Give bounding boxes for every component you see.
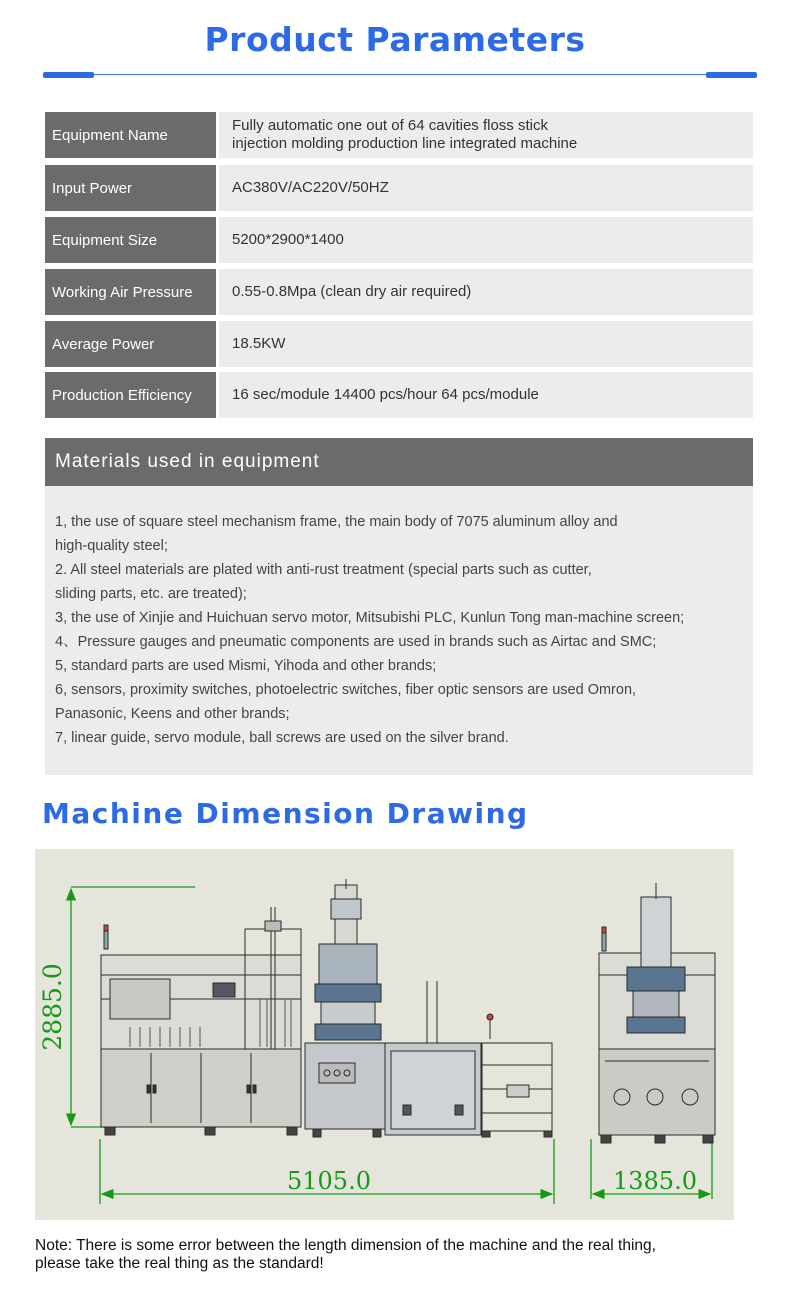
materials-line: high-quality steel; <box>55 538 168 554</box>
param-label: Equipment Size <box>45 217 216 263</box>
param-row-input-power <box>45 165 753 211</box>
title-accent-right <box>706 72 757 78</box>
param-value-line: 18.5KW <box>232 335 286 352</box>
param-value <box>219 217 753 263</box>
machine-side-view <box>599 883 715 1143</box>
param-row-equipment-size <box>45 217 753 263</box>
note-line: Note: There is some error between the length dimension of the machine and the real thing, <box>35 1237 656 1254</box>
materials-line: 4、Pressure gauges and pneumatic components are used in brands such as Airtac and SMC; <box>55 634 657 650</box>
materials-line: sliding parts, etc. are treated); <box>55 586 247 602</box>
note-line: please take the real thing as the standard! <box>35 1255 324 1272</box>
machine-front-view <box>101 879 552 1137</box>
materials-line: 5, standard parts are used Mismi, Yihoda and other brands; <box>55 658 437 674</box>
param-value-line: 5200*2900*1400 <box>232 231 344 248</box>
page-title: Product Parameters <box>204 20 586 59</box>
param-value-line: 0.55-0.8Mpa (clean dry air required) <box>232 283 472 300</box>
param-row-working-air-pressure <box>45 269 753 315</box>
drawing-title: Machine Dimension Drawing <box>42 797 529 830</box>
param-label: Input Power <box>45 165 216 211</box>
param-row-production-efficiency <box>45 372 753 418</box>
param-value <box>219 321 753 367</box>
param-value <box>219 165 753 211</box>
note <box>35 1237 656 1273</box>
materials-list <box>45 486 753 775</box>
param-label: Equipment Name <box>45 112 216 158</box>
param-value-line: 16 sec/module 14400 pcs/hour 64 pcs/module <box>232 386 539 403</box>
machine-drawing-svg <box>35 849 734 1220</box>
param-value <box>219 372 753 418</box>
param-value-line: injection molding production line integrated machine <box>232 135 578 152</box>
param-label: Production Efficiency <box>45 372 216 418</box>
materials-line: 1, the use of square steel mechanism frame, the main body of 7075 aluminum alloy and <box>55 514 618 530</box>
param-value-line: AC380V/AC220V/50HZ <box>232 179 389 196</box>
machine-dimension-drawing <box>35 849 734 1220</box>
length-dimension-label: 5105.0 <box>287 1167 371 1195</box>
param-row-average-power <box>45 321 753 367</box>
materials-line: 2. All steel materials are plated with anti-rust treatment (special parts such as cutter, <box>55 562 592 578</box>
materials-line: 7, linear guide, servo module, ball screws are used on the silver brand. <box>55 730 509 746</box>
materials-line: 6, sensors, proximity switches, photoelectric switches, fiber optic sensors are used Omron, <box>55 682 637 698</box>
materials-heading: Materials used in equipment <box>45 438 753 486</box>
height-dimension-label: 2885.0 <box>38 963 67 1051</box>
param-row-equipment-name <box>45 112 753 158</box>
materials-line: 3, the use of Xinjie and Huichuan servo motor, Mitsubishi PLC, Kunlun Tong man-machine screen; <box>55 610 685 626</box>
param-value-line: Fully automatic one out of 64 cavities floss stick <box>232 117 548 134</box>
param-label: Working Air Pressure <box>45 269 216 315</box>
param-value <box>219 112 753 158</box>
param-value <box>219 269 753 315</box>
width-dimension-label: 1385.0 <box>613 1167 697 1195</box>
title-accent-left <box>43 72 94 78</box>
materials-line: Panasonic, Keens and other brands; <box>55 706 290 722</box>
param-label: Average Power <box>45 321 216 367</box>
title-divider <box>43 74 757 75</box>
